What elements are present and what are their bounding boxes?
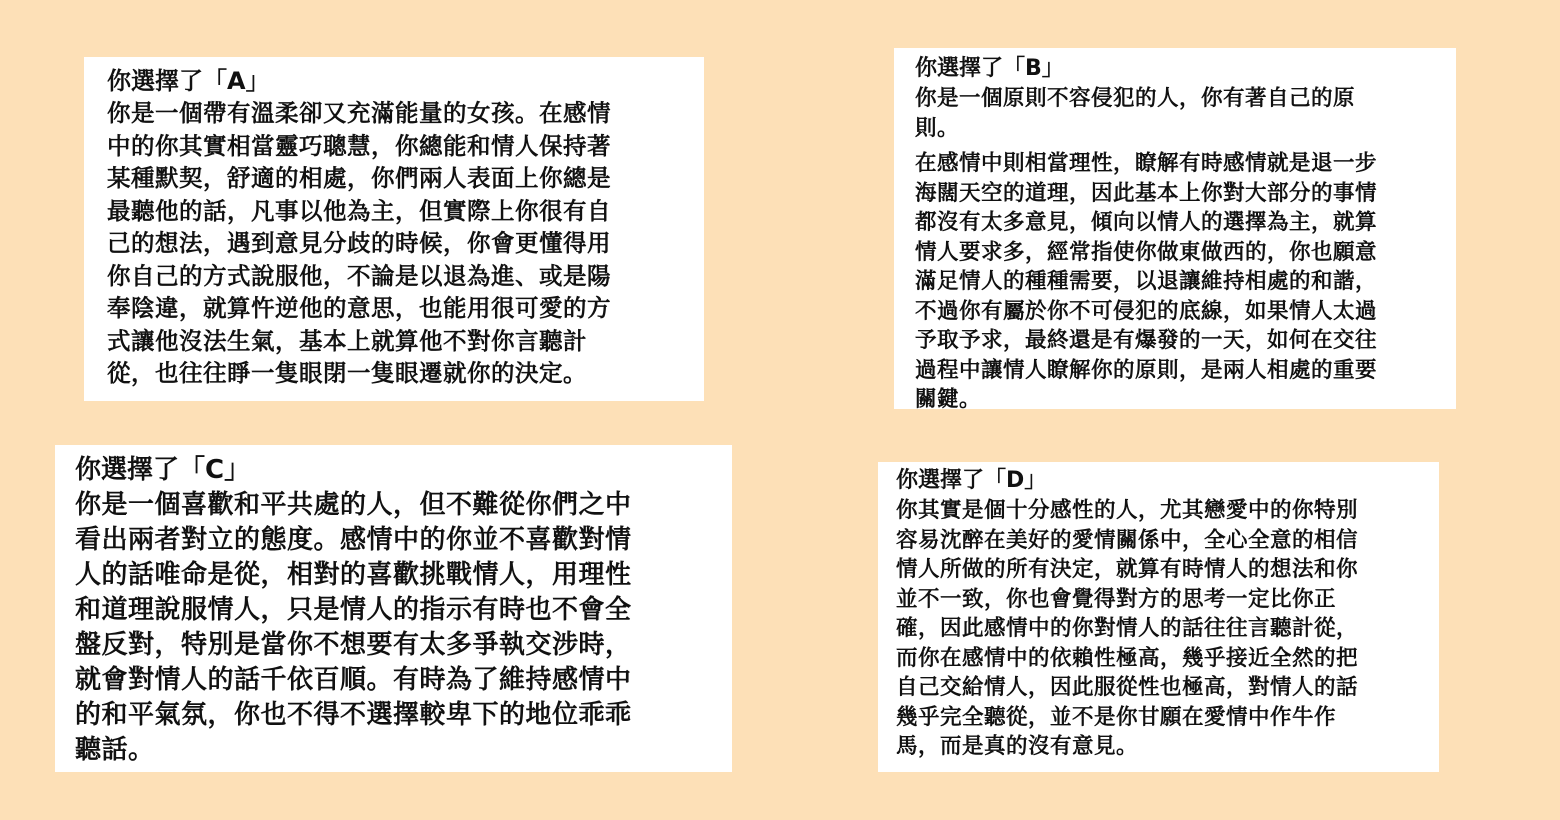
card-d-paragraph: 你其實是個十分感性的人，尤其戀愛中的你特別 容易沈醉在美好的愛情關係中，全心全意的相信 情人所做的所有決定，就算有時情人的想法和你 並不一致，你也會覺得對方的思考一定比你正 確，因此感情中的你對情人的話往往言聽計從， 而你在感情中的依賴性極高，幾乎接近全然的把 自己交給情人，因此服從性也極高，對情人的話 幾乎完全聽從，並不是你甘願在愛情中作牛作 馬，而是真的沒有意見。 xyxy=(896,498,1359,759)
card-b-title: 你選擇了「B」 xyxy=(915,56,1064,81)
card-b-paragraph-1: 你是一個原則不容侵犯的人，你有著自己的原 則。 xyxy=(915,86,1356,141)
result-card-c xyxy=(55,445,732,772)
card-c-paragraph: 你是一個喜歡和平共處的人，但不難從你們之中 看出兩者對立的態度。感情中的你並不喜歡對情 人的話唯命是從，相對的喜歡挑戰情人，用理性 和道理說服情人，只是情人的指示有時也不會全 盤反對，特別是當你不想要有太多爭執交涉時， 就會對情人的話千依百順。有時為了維持感情中 的和平氣氛，你也不得不選擇較卑下的地位乖乖 聽話。 xyxy=(75,490,632,765)
result-card-d xyxy=(878,462,1439,772)
result-card-a xyxy=(84,57,704,401)
card-c-title: 你選擇了「C」 xyxy=(75,455,251,485)
card-a-title: 你選擇了「A」 xyxy=(107,67,270,95)
result-card-b xyxy=(894,48,1456,412)
card-b-paragraph-2: 在感情中則相當理性，瞭解有時感情就是退一步 海闊天空的道理，因此基本上你對大部分的事情 都沒有太多意見，傾向以情人的選擇為主，就算 情人要求多，經常指使你做東做西的，你也願意 滿足情人的種種需要，以退讓維持相處的和諧， 不過你有屬於你不可侵犯的底線，如果情人太過 予取予求，最終還是有爆發的一天，如何在交往 過程中讓情人瞭解你的原則，是兩人相處的重要 關鍵。 xyxy=(915,151,1378,412)
card-d-title: 你選擇了「D」 xyxy=(896,468,1047,493)
card-a-paragraph: 你是一個帶有溫柔卻又充滿能量的女孩。在感情 中的你其實相當靈巧聰慧，你總能和情人保持著 某種默契，舒適的相處，你們兩人表面上你總是 最聽他的話，凡事以他為主，但實際上你很有自 己的想法，遇到意見分歧的時候，你會更懂得用 你自己的方式說服他，不論是以退為進、或是陽 奉陰違，就算忤逆他的意思，也能用很可愛的方 式讓他沒法生氣，基本上就算他不對你言聽計 從，也往往睜一隻眼閉一隻眼遷就你的決定。 xyxy=(107,99,611,387)
